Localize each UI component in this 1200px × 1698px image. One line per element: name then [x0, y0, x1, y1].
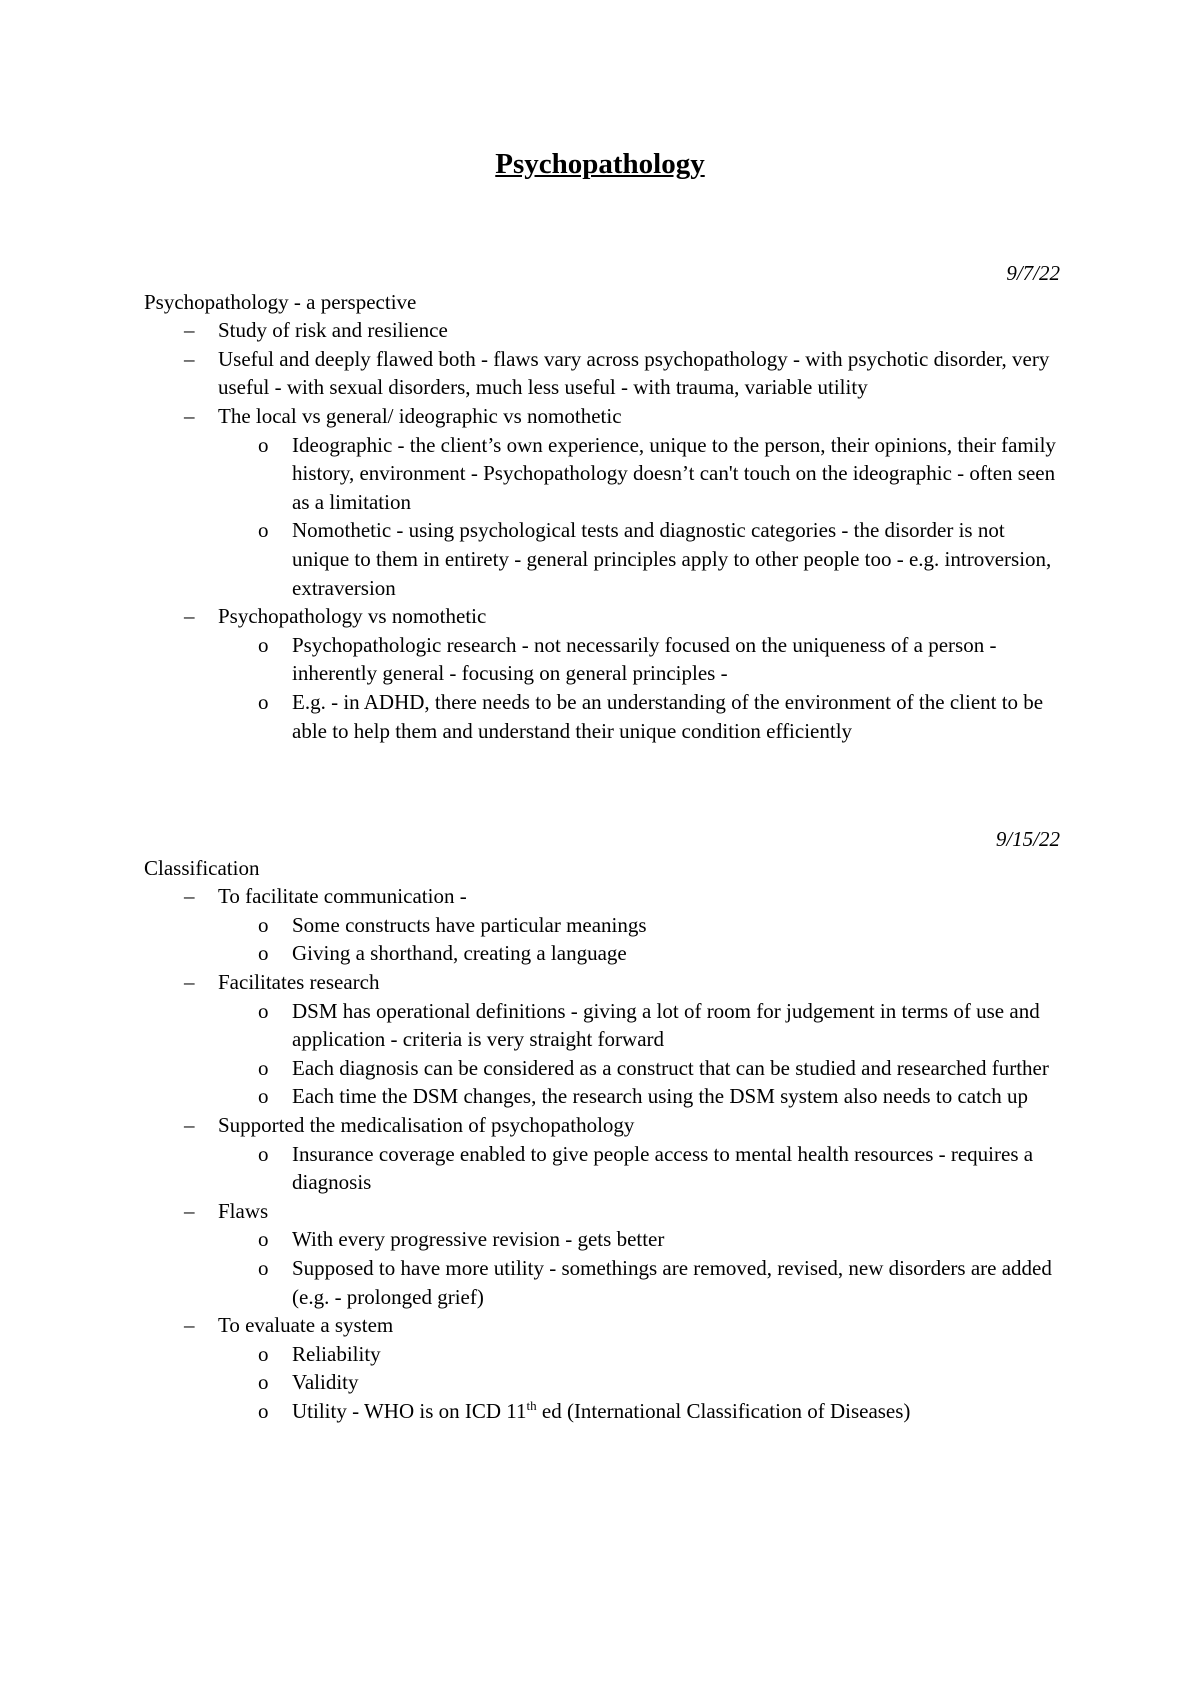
sub-bullet-list: [218, 1140, 1060, 1197]
bullet-marker: o: [258, 941, 269, 966]
list-item: [144, 316, 1060, 345]
utility-text-start: Utility - WHO is on ICD 11: [292, 1398, 527, 1423]
sub-list-item: [218, 431, 1060, 517]
sub-list-item-text: Some constructs have particular meanings: [292, 912, 647, 937]
sub-list-item: [218, 1340, 1060, 1369]
list-item: [144, 1111, 1060, 1197]
list-item-text: Useful and deeply flawed both - flaws vary across psychopathology - with psychotic disorder, very useful - with sexual disorders, much less useful - with trauma, variable utility: [218, 346, 1050, 400]
bullet-marker: o: [258, 1084, 269, 1109]
sub-bullet-list: [218, 997, 1060, 1111]
bullet-marker: o: [258, 632, 269, 657]
sub-list-item-text: Psychopathologic research - not necessarily focused on the uniqueness of a person - inherently general - focusing on general principles -: [292, 632, 997, 686]
utility-text-end: ed (International Classification of Diseases): [536, 1398, 911, 1423]
bullet-marker: o: [258, 1370, 269, 1395]
dash-marker: –: [184, 346, 195, 371]
document-title: Psychopathology: [495, 148, 705, 180]
dash-marker: –: [184, 604, 195, 629]
list-item: [144, 602, 1060, 745]
bullet-marker: o: [258, 1398, 269, 1423]
bullet-marker: o: [258, 1255, 269, 1280]
sub-list-item-text: E.g. - in ADHD, there needs to be an understanding of the environment of the client to be able to help them and understand their unique condition efficiently: [292, 689, 1044, 743]
sub-bullet-list: [218, 431, 1060, 603]
sub-list-item: [218, 516, 1060, 602]
sub-list-item-text: [292, 1397, 1060, 1426]
list-item: [144, 1311, 1060, 1425]
list-item-text: Psychopathology vs nomothetic: [218, 604, 487, 629]
bullet-marker: o: [258, 689, 269, 714]
section-date: 9/15/22: [995, 827, 1060, 851]
sub-list-item-text: Each time the DSM changes, the research using the DSM system also needs to catch up: [292, 1084, 1028, 1109]
bullet-marker: o: [258, 1341, 269, 1366]
sub-list-item-text: Insurance coverage enabled to give people access to mental health resources - requires a diagnosis: [292, 1141, 1034, 1195]
bullet-marker: o: [258, 1055, 269, 1080]
sub-list-item-text: Reliability: [292, 1341, 381, 1366]
sub-list-item: [218, 1254, 1060, 1311]
section-heading: Classification: [144, 855, 260, 880]
sub-list-item-text: Giving a shorthand, creating a language: [292, 941, 627, 966]
list-item: [144, 968, 1060, 1111]
sub-list-item: [218, 1082, 1060, 1111]
list-item-text: Supported the medicalisation of psychopathology: [218, 1112, 635, 1137]
bullet-list: [144, 882, 1060, 1425]
sub-list-item-text: DSM has operational definitions - giving a lot of room for judgement in terms of use and application - criteria is very straight forward: [292, 998, 1040, 1052]
dash-marker: –: [184, 1313, 195, 1338]
section-heading: Psychopathology - a perspective: [144, 289, 417, 314]
sub-bullet-list: [218, 631, 1060, 745]
sub-list-item-text: Validity: [292, 1370, 359, 1395]
bullet-marker: o: [258, 432, 269, 457]
list-item-text: Study of risk and resilience: [218, 318, 448, 343]
list-item: [144, 1197, 1060, 1311]
sub-list-item: [218, 1368, 1060, 1397]
sub-list-item-text: Each diagnosis can be considered as a construct that can be studied and researched further: [292, 1055, 1049, 1080]
sub-list-item-text: Supposed to have more utility - somethings are removed, revised, new disorders are added (e.g. - prolonged grief): [292, 1255, 1052, 1309]
sub-list-item: [218, 1397, 1060, 1426]
sub-list-item-text: Ideographic - the client’s own experience, unique to the person, their opinions, their family history, environment - Psychopathology doesn’t can't touch on the ideographic - often seen as a limitation: [292, 432, 1056, 514]
list-item-text: To evaluate a system: [218, 1313, 394, 1338]
section-date: 9/7/22: [1006, 261, 1060, 285]
list-item-text: The local vs general/ ideographic vs nomothetic: [218, 403, 622, 428]
dash-marker: –: [184, 1198, 195, 1223]
sub-list-item: [218, 1054, 1060, 1083]
bullet-marker: o: [258, 1227, 269, 1252]
sub-list-item-text: Nomothetic - using psychological tests and diagnostic categories - the disorder is not unique to them in entirety - general principles apply to other people too - e.g. introversion, extraversion: [292, 518, 1052, 600]
dash-marker: –: [184, 1112, 195, 1137]
bullet-marker: o: [258, 518, 269, 543]
section-classification: [144, 825, 1060, 1425]
list-item-text: To facilitate communication -: [218, 884, 467, 909]
list-item: [144, 345, 1060, 402]
sub-list-item-text: With every progressive revision - gets better: [292, 1227, 665, 1252]
dash-marker: –: [184, 318, 195, 343]
dash-marker: –: [184, 969, 195, 994]
sub-bullet-list: [218, 1340, 1060, 1426]
sub-list-item: [218, 631, 1060, 688]
sub-bullet-list: [218, 1225, 1060, 1311]
dash-marker: –: [184, 884, 195, 909]
dash-marker: –: [184, 403, 195, 428]
bullet-list: [144, 316, 1060, 745]
bullet-marker: o: [258, 912, 269, 937]
sub-list-item: [218, 997, 1060, 1054]
sub-list-item: [218, 1140, 1060, 1197]
sub-list-item: [218, 939, 1060, 968]
bullet-marker: o: [258, 998, 269, 1023]
list-item: [144, 402, 1060, 602]
list-item-text: Flaws: [218, 1198, 269, 1223]
ordinal-superscript: th: [526, 1397, 537, 1413]
sub-bullet-list: [218, 911, 1060, 968]
sub-list-item: [218, 688, 1060, 745]
bullet-marker: o: [258, 1141, 269, 1166]
sub-list-item: [218, 1225, 1060, 1254]
sub-list-item: [218, 911, 1060, 940]
section-psychopathology-perspective: [144, 259, 1060, 745]
list-item: [144, 882, 1060, 968]
list-item-text: Facilitates research: [218, 969, 380, 994]
